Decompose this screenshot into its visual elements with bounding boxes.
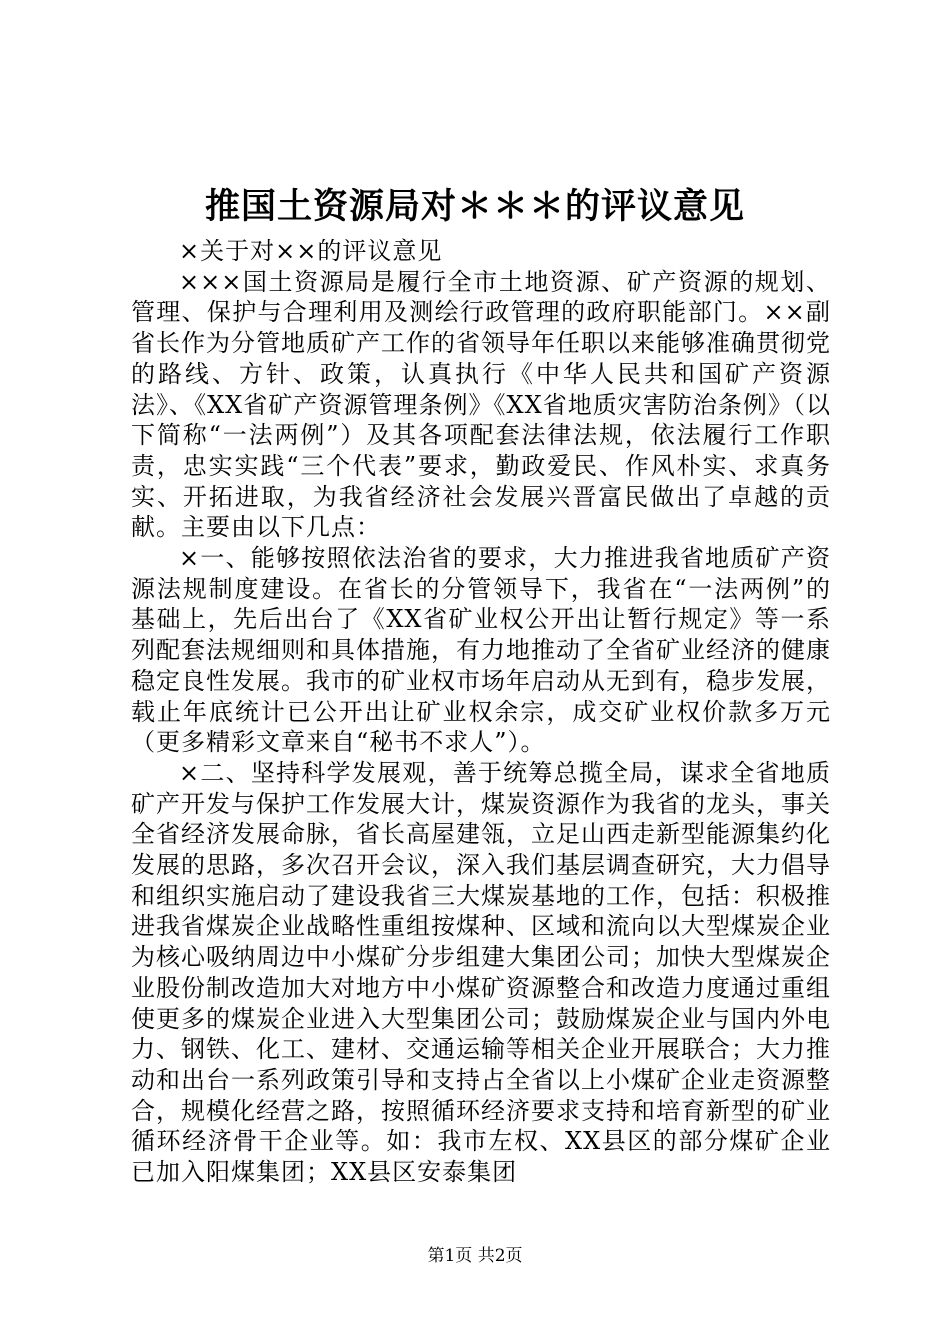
intro-paragraph: ×××国土资源局是履行全市土地资源、矿产资源的规划、管理、保护与合理利用及测绘行政管理的政府职能部门。××副省长作为分管地质矿产工作的省领导年任职以来能够准确贯彻党的路线、方针、政策，认真执行《中华人民共和国矿产资源法》、《XX省矿产资源管理条例》《XX省地质灾害防治条例》（以下简称“一法两例”）及其各项配套法律法规，依法履行工作职责，忠实实践“三个代表”要求，勤政爱民、作风朴实、求真务实、开拓进取，为我省经济社会发展兴晋富民做出了卓越的贡献。主要由以下几点： <box>131 267 831 542</box>
subtitle-paragraph: ×关于对××的评议意见 <box>179 237 443 265</box>
document-body <box>131 236 831 1188</box>
document-title: 推国土资源局对＊＊＊的评议意见 <box>204 186 745 227</box>
page-footer: 第1页 共2页 <box>427 1246 523 1266</box>
point-two-paragraph: ×二、坚持科学发展观，善于统筹总揽全局，谋求全省地质矿产开发与保护工作发展大计，煤炭资源作为我省的龙头，事关全省经济发展命脉，省长高屋建瓴，立足山西走新型能源集约化发展的思路，多次召开会议，深入我们基层调查研究，大力倡导和组织实施启动了建设我省三大煤炭基地的工作，包括：积极推进我省煤炭企业战略性重组按煤种、区域和流向以大型煤炭企业为核心吸纳周边中小煤矿分步组建大集团公司；加快大型煤炭企业股份制改造加大对地方中小煤矿资源整合和改造力度通过重组使更多的煤炭企业进入大型集团公司；鼓励煤炭企业与国内外电力、钢铁、化工、建材、交通运输等相关企业开展联合；大力推动和出台一系列政策引导和支持占全省以上小煤矿企业走资源整合，规模化经营之路，按照循环经济要求支持和培育新型的矿业循环经济骨干企业等。如：我市左权、XX县区的部分煤矿企业已加入阳煤集团；XX县区安泰集团 <box>131 758 831 1187</box>
point-one-paragraph: ×一、能够按照依法治省的要求，大力推进我省地质矿产资源法规制度建设。在省长的分管领导下，我省在“一法两例”的基础上，先后出台了《XX省矿业权公开出让暂行规定》等一系列配套法规细则和具体措施，有力地推动了全省矿业经济的健康稳定良性发展。我市的矿业权市场年启动从无到有，稳步发展，载止年底统计已公开出让矿业权余宗，成交矿业权价款多万元（更多精彩文章来自“秘书不求人”）。 <box>131 544 831 757</box>
